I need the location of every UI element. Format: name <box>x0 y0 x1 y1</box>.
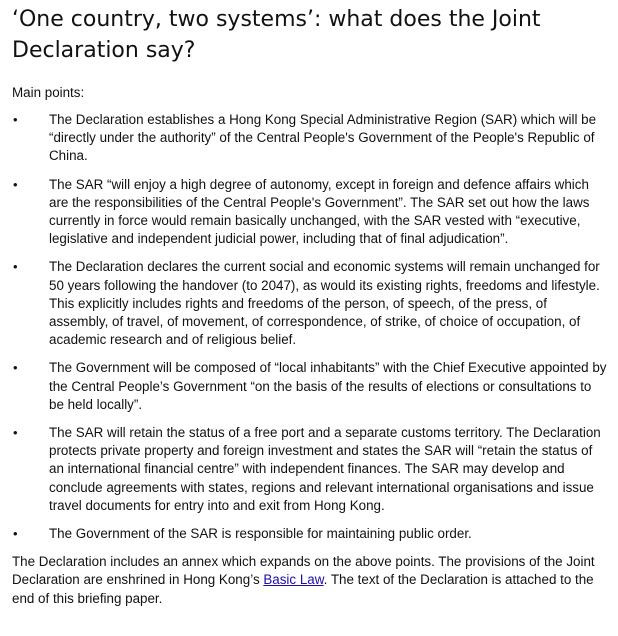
bullet-icon: • <box>13 360 18 376</box>
page-title: ‘One country, two systems’: what does the Joint Declaration say? <box>12 7 541 63</box>
bullet-icon: • <box>13 259 18 275</box>
list-item <box>12 525 608 543</box>
list-item <box>12 424 608 515</box>
bullet-icon: • <box>13 526 18 542</box>
closing-text-end: . The text of the Declaration is attached to the end of this briefing paper. <box>12 572 594 606</box>
list-item <box>12 111 608 166</box>
bullet-icon: • <box>13 176 18 192</box>
closing-paragraph <box>12 553 608 608</box>
list-item <box>12 359 608 414</box>
list-item-text: The Government will be composed of “local inhabitants” with the Chief Executive appointed by the Central People’s Government “on the basis of the results of elections or consultations to be held locally”. <box>49 360 607 412</box>
list-item-text: The Declaration declares the current social and economic systems will remain unchanged for 50 years following the handover (to 2047), as would its existing rights, freedoms and lifestyle. This explicitly includes rights and freedoms of the person, of speech, of the press, of assembly, of travel, of movement, of correspondence, of strike, of choice of occupation, of academic research and of religious belief. <box>49 259 600 348</box>
list-item-text: The SAR “will enjoy a high degree of autonomy, except in foreign and defence affairs which are the responsibilities of the Central People's Government”. The SAR set out how the laws currently in force would remain basically unchanged, with the SAR vested with “executive, legislative and independent judicial power, including that of final adjudication”. <box>49 176 590 247</box>
bullet-icon: • <box>13 112 18 127</box>
list-item-text: The Government of the SAR is responsible for maintaining public order. <box>49 526 472 542</box>
main-points-heading: Main points: <box>12 85 85 100</box>
closing-text-start: The Declaration includes an annex which expands on the above points. The provisions of the Joint Declaration are enshrined in Hong Kong’s <box>12 554 595 588</box>
list-item-text: The Declaration establishes a Hong Kong Special Administrative Region (SAR) which will be “directly under the authority” of the Central People's Government of the People's Republic of China. <box>49 112 597 164</box>
bullet-icon: • <box>13 425 18 441</box>
main-points-list <box>12 111 608 543</box>
list-item <box>12 258 608 349</box>
list-item-text: The SAR will retain the status of a free port and a separate customs territory. The Declaration protects private property and foreign investment and states the SAR will “retain the status of an international financial centre” with independent finances. The SAR may develop and conclude agreements with states, regions and relevant international organisations and issue travel documents for entry into and exit from Hong Kong. <box>49 425 601 513</box>
document <box>12 4 608 608</box>
list-item <box>12 176 608 249</box>
basic-law-link[interactable]: Basic Law <box>263 572 324 588</box>
